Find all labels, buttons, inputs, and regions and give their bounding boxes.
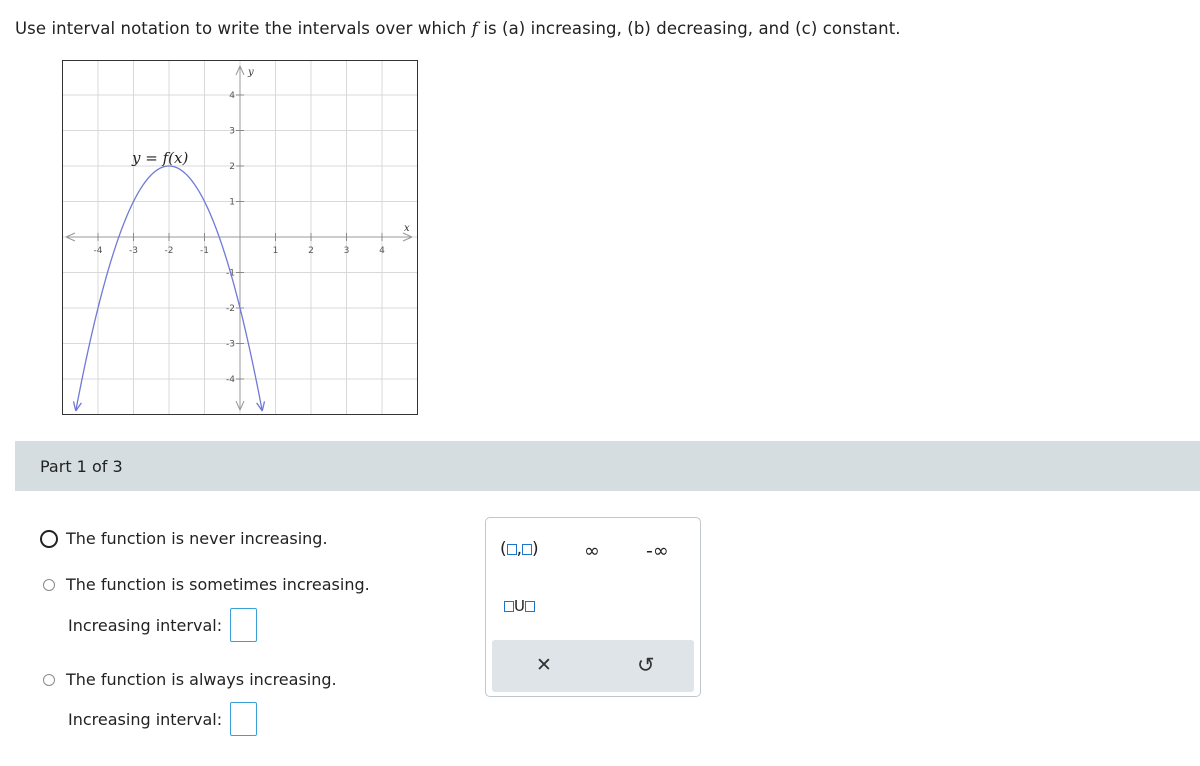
x-tick-label: -2 [164, 246, 174, 256]
x-axis-label: x [404, 223, 410, 234]
option-never-increasing[interactable] [43, 529, 328, 548]
option-always-increasing[interactable] [43, 670, 337, 689]
function-graph [62, 60, 418, 415]
part-header [15, 441, 1200, 491]
sometimes-interval-input[interactable] [230, 608, 257, 642]
palette-action-bar [492, 640, 694, 692]
y-tick-label: 1 [229, 197, 235, 208]
open-interval-button[interactable]: ( , ) [500, 539, 539, 559]
sometimes-interval-row [68, 608, 257, 642]
tick-labels [94, 91, 386, 385]
x-tick-label: -3 [129, 246, 138, 256]
always-interval-label: Increasing interval: [68, 709, 223, 729]
part-label: Part 1 of 3 [40, 457, 123, 476]
curve-label: y = f(x) [132, 149, 189, 167]
infinity-button[interactable]: ∞ [584, 540, 600, 562]
option-always-increasing-label: The function is always increasing. [66, 670, 337, 689]
x-tick-label: 3 [343, 246, 350, 256]
y-tick-label: -4 [226, 375, 235, 385]
option-never-increasing-label: The function is never increasing. [66, 529, 328, 548]
question-text: Use interval notation to write the intervals over which f is (a) increasing, (b) decreasing, and (c) constant. [15, 19, 901, 38]
radio-sometimes-increasing[interactable] [43, 579, 55, 591]
math-palette [485, 517, 701, 697]
radio-always-increasing[interactable] [43, 674, 55, 686]
sometimes-interval-label: Increasing interval: [68, 615, 223, 635]
negative-infinity-button[interactable]: -∞ [646, 540, 669, 562]
clear-icon[interactable]: ✕ [536, 654, 552, 676]
y-tick-label: 4 [229, 91, 235, 101]
radio-never-increasing[interactable] [40, 530, 58, 548]
always-interval-row [68, 702, 257, 736]
y-axis-label: y [248, 67, 254, 78]
option-sometimes-increasing-label: The function is sometimes increasing. [66, 575, 370, 594]
x-tick-label: -1 [200, 246, 209, 256]
x-tick-label: 1 [272, 246, 279, 256]
always-interval-input[interactable] [230, 702, 257, 736]
option-sometimes-increasing[interactable] [43, 575, 370, 594]
y-tick-label: -3 [226, 339, 235, 350]
y-tick-label: -2 [226, 304, 235, 314]
x-tick-label: 4 [379, 246, 385, 256]
graph-svg [62, 60, 418, 415]
y-tick-label: 2 [229, 162, 235, 172]
union-button[interactable]: U [504, 597, 535, 615]
y-tick-label: 3 [229, 126, 235, 137]
x-tick-label: 2 [308, 246, 314, 256]
x-tick-label: -4 [93, 246, 103, 256]
y-tick-label: -1 [226, 268, 235, 279]
undo-icon[interactable]: ↺ [637, 653, 655, 677]
